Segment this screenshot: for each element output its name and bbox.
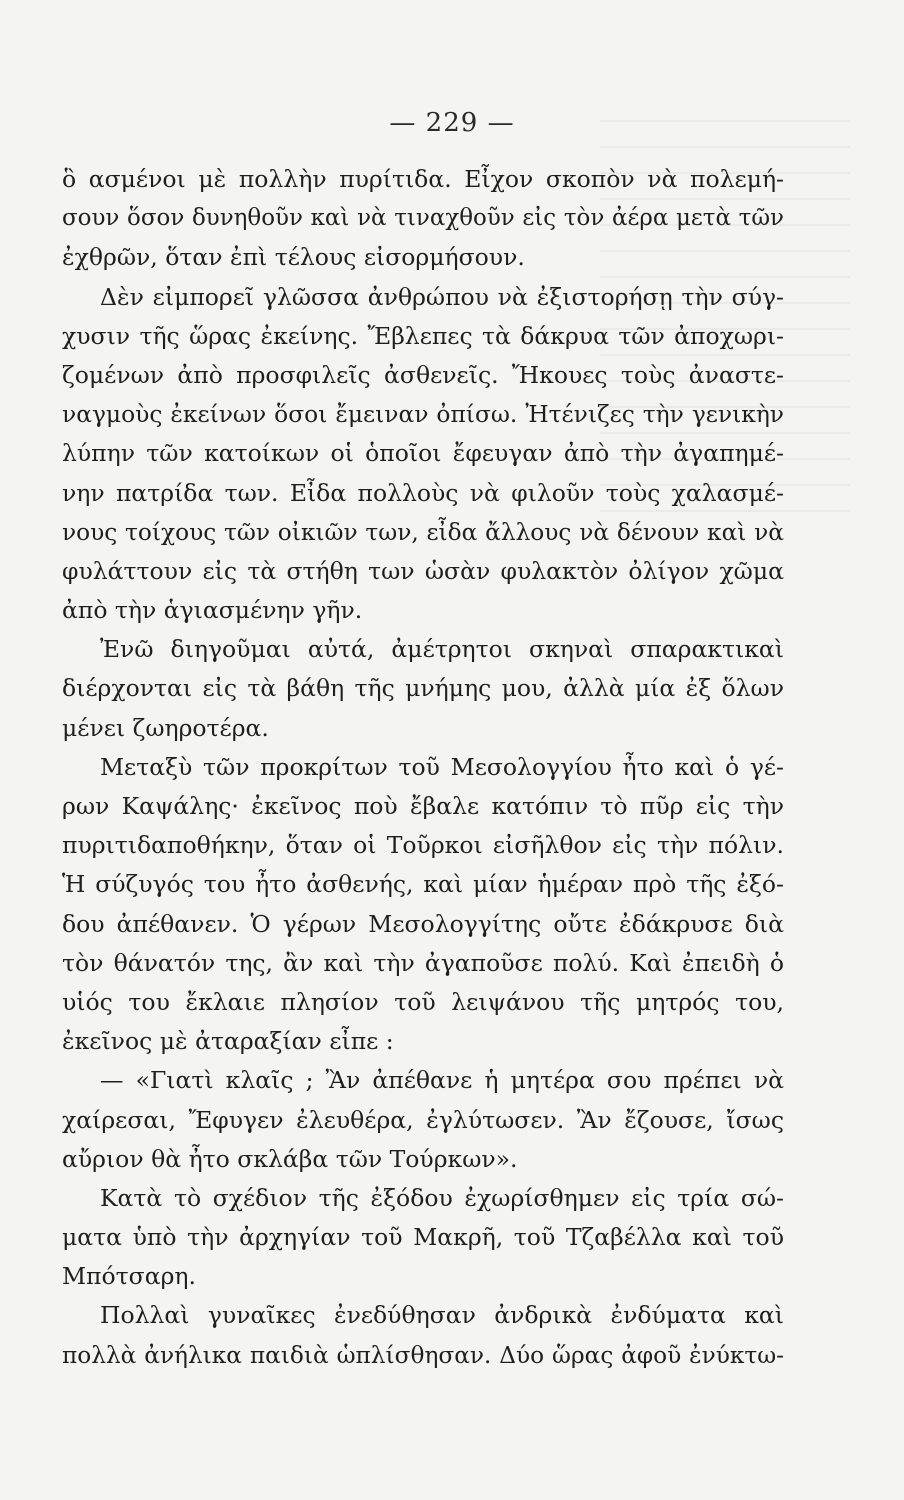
text-line: Ἐνῶ διηγοῦμαι αὐτά, ἀμέτρητοι σκηναὶ σπαρακτικαὶ <box>100 635 784 664</box>
text-line: χυσιν τῆς ὥρας ἐκείνης. Ἔβλεπες τὰ δάκρυα τῶν ἀποχωρι- <box>62 321 784 350</box>
text-line: ματα ὑπὸ τὴν ἀρχηγίαν τοῦ Μακρῆ, τοῦ Τζαβέλλα καὶ τοῦ <box>62 1223 784 1252</box>
text-line: ρων Καψάλης· ἐκεῖνος ποὺ ἔβαλε κατόπιν τὸ πῦρ εἰς τὴν <box>62 792 784 820</box>
text-line: μένει ζωηροτέρα. <box>62 713 269 742</box>
text-line: Πολλαὶ γυναῖκες ἐνεδύθησαν ἀνδρικὰ ἐνδύματα καὶ <box>100 1301 784 1330</box>
text-line: πυριτιδαποθήκην, ὅταν οἱ Τοῦρκοι εἰσῆλθον εἰς τὴν πόλιν. <box>62 831 784 860</box>
body-text <box>62 160 784 1375</box>
text-line: λύπην τῶν κατοίκων οἱ ὁποῖοι ἔφευγαν ἀπὸ τὴν ἀγαπημέ- <box>62 439 784 468</box>
text-line: πολλὰ ἀνήλικα παιδιὰ ὡπλίσθησαν. Δύο ὥρας ἀφοῦ ἐνύκτω- <box>62 1341 784 1369</box>
text-line: Μεταξὺ τῶν προκρίτων τοῦ Μεσολογγίου ἦτο καὶ ὁ γέ- <box>100 752 784 781</box>
text-line: νην πατρίδα των. Εἶδα πολλοὺς νὰ φιλοῦν τοὺς χαλασμέ- <box>62 478 784 507</box>
text-line: διέρχονται εἰς τὰ βάθη τῆς μνήμης μου, ἀλλὰ μία ἐξ ὅλων <box>62 674 784 703</box>
text-line: ναγμοὺς ἐκείνων ὅσοι ἔμειναν ὀπίσω. Ἠτένιζες τὴν γενικὴν <box>62 400 784 429</box>
text-line: ἐκεῖνος μὲ ἀταραξίαν εἶπε : <box>62 1027 394 1056</box>
text-line: σουν ὅσον δυνηθοῦν καὶ νὰ τιναχθοῦν εἰς τὸν ἀέρα μετὰ τῶν <box>62 205 784 232</box>
text-line: υἱός του ἔκλαιε πλησίον τοῦ λειψάνου τῆς μητρός του, <box>62 987 784 1016</box>
text-line: ὃ ασμένοι μὲ πολλὴν πυρίτιδα. Εἶχον σκοπὸν νὰ πολεμή- <box>62 165 784 193</box>
text-line: αὔριον θὰ ἦτο σκλάβα τῶν Τούρκων». <box>62 1144 518 1173</box>
text-line: ἀπὸ τὴν ἁγιασμένην γῆν. <box>62 596 363 625</box>
text-line: — «Γιατὶ κλαῖς ; Ἂν ἀπέθανε ἡ μητέρα σου πρέπει νὰ <box>100 1066 784 1095</box>
text-line: ζομένων ἀπὸ προσφιλεῖς ἀσθενεῖς. Ἤκουες τοὺς ἀναστε- <box>62 360 784 389</box>
page-number: — 229 — <box>389 108 515 138</box>
text-line: νους τοίχους τῶν οἰκιῶν των, εἶδα ἄλλους νὰ δένουν καὶ νὰ <box>62 518 784 546</box>
text-line: Ἡ σύζυγός του ἦτο ἀσθενής, καὶ μίαν ἡμέραν πρὸ τῆς ἐξό- <box>62 870 784 899</box>
text-line: ἐχθρῶν, ὅταν ἐπὶ τέλους εἰσορμήσουν. <box>62 243 525 272</box>
text-line: Κατὰ τὸ σχέδιον τῆς ἐξόδου ἐχωρίσθημεν εἰς τρία σώ- <box>100 1183 784 1212</box>
text-line: Μπότσαρη. <box>62 1262 196 1291</box>
text-line: χαίρεσαι, Ἔφυγεν ἐλευθέρα, ἐγλύτωσεν. Ἂν ἔζουσε, ἴσως <box>62 1105 784 1134</box>
text-line: Δὲν εἰμπορεῖ γλῶσσα ἀνθρώπου νὰ ἐξιστορήσῃ τὴν σύγ- <box>100 282 784 311</box>
text-line: τὸν θάνατόν της, ἂν καὶ τὴν ἀγαποῦσε πολύ. Καὶ ἐπειδὴ ὁ <box>62 948 784 977</box>
text-line: φυλάττουν εἰς τὰ στήθη των ὡσὰν φυλακτὸν ὀλίγον χῶμα <box>62 556 784 585</box>
text-line: δου ἀπέθανεν. Ὁ γέρων Μεσολογγίτης οὔτε ἐδάκρυσε διὰ <box>62 909 784 938</box>
